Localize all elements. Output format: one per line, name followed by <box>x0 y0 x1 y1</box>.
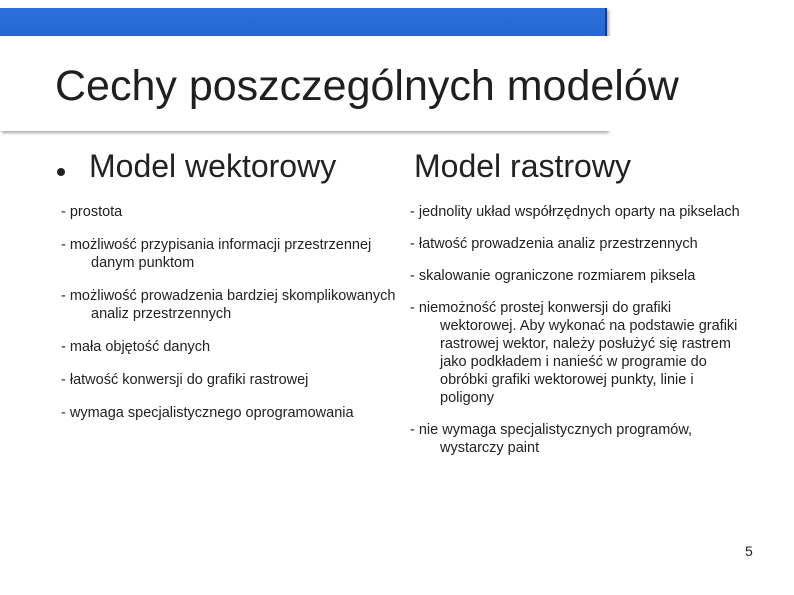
list-item: - łatwość konwersji do grafiki rastrowej <box>61 372 309 388</box>
vector-model-list <box>61 203 401 437</box>
page-number: 5 <box>745 543 753 559</box>
list-item: - mała objętość danych <box>61 339 211 355</box>
list-item: - jednolity układ współrzędnych oparty na pikselach <box>410 204 740 220</box>
list-item: - prostota <box>61 204 123 220</box>
vector-model-heading: Model wektorowy <box>89 148 337 184</box>
list-item: - możliwość przypisania informacji przestrzennej danym punktom <box>61 237 372 271</box>
list-item: - wymaga specjalistycznego oprogramowania <box>61 405 354 421</box>
raster-model-list <box>410 203 740 471</box>
slide-title: Cechy poszczególnych modelów <box>55 62 679 110</box>
list-item: - możliwość prowadzenia bardziej skomplikowanych analiz przestrzennych <box>61 288 396 322</box>
list-item: - skalowanie ograniczone rozmiarem piksela <box>410 268 696 284</box>
bullet-icon <box>57 168 65 176</box>
raster-model-heading: Model rastrowy <box>414 148 631 184</box>
list-item: - niemożność prostej konwersji do grafiki wektorowej. Aby wykonać na podstawie grafiki rastrowej wektor, należy posłużyć się rastrem jako podkładem i nanieść w programie do obróbki grafiki wektorowej punkty, linie i poligony <box>410 300 738 406</box>
list-item: - nie wymaga specjalistycznych programów, wystarczy paint <box>410 422 693 456</box>
list-item: - łatwość prowadzenia analiz przestrzennych <box>410 236 698 252</box>
